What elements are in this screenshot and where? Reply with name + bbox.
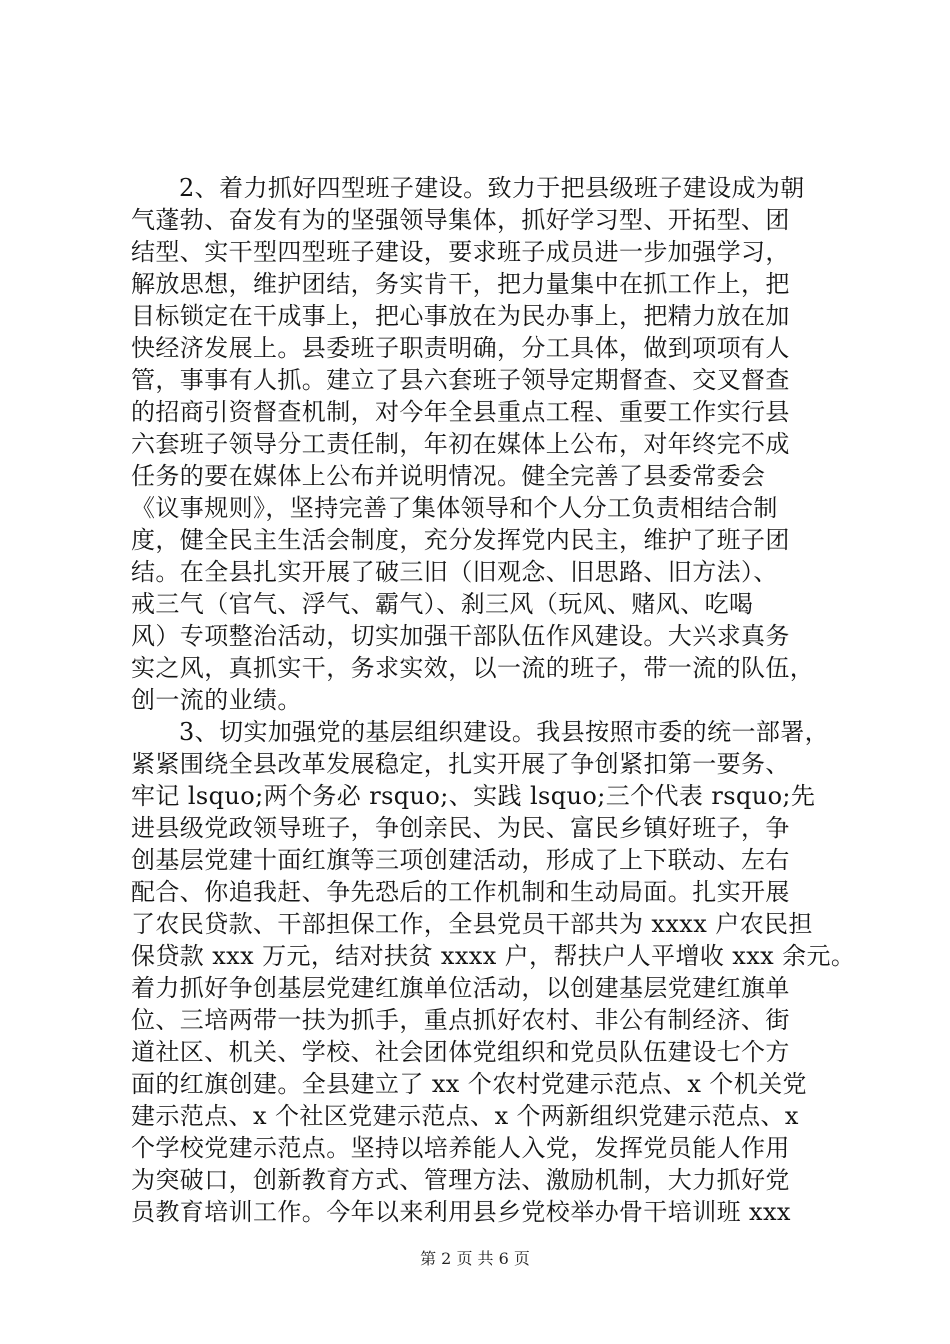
text-line: 配合、你追我赶、争先恐后的工作机制和生动局面。扎实开展: [131, 878, 790, 906]
text-line: 了农民贷款、干部担保工作，全县党员干部共为 xxxx 户农民担: [131, 910, 813, 938]
page-footer: [0, 1249, 950, 1269]
text-line: 的招商引资督查机制，对今年全县重点工程、重要工作实行县: [131, 398, 790, 426]
text-line: 员教育培训工作。今年以来利用县乡党校举办骨干培训班 xxx: [131, 1198, 791, 1226]
text-line: 创基层党建十面红旗等三项创建活动，形成了上下联动、左右: [131, 846, 790, 874]
text-line: 创一流的业绩。: [131, 686, 302, 714]
page-number-label: 第 2 页 共 6 页: [420, 1249, 530, 1268]
text-line: 解放思想，维护团结，务实肯干，把力量集中在抓工作上，把: [131, 270, 790, 298]
text-line: 任务的要在媒体上公布并说明情况。健全完善了县委常委会: [131, 462, 766, 490]
text-line: 建示范点、x 个社区党建示范点、x 个两新组织党建示范点、x: [131, 1102, 799, 1130]
text-line: 位、三培两带一扶为抓手，重点抓好农村、非公有制经济、街: [131, 1006, 790, 1034]
text-line: 为突破口，创新教育方式、管理方法、激励机制，大力抓好党: [131, 1166, 790, 1194]
text-line: 牢记 lsquo;两个务必 rsquo;、实践 lsquo;三个代表 rsquo;先: [131, 782, 816, 810]
paragraph: [131, 716, 856, 1228]
text-line: 快经济发展上。县委班子职责明确，分工具体，做到项项有人: [131, 334, 790, 362]
text-line: 道社区、机关、学校、社会团体党组织和党员队伍建设七个方: [131, 1038, 790, 1066]
text-line: 进县级党政领导班子，争创亲民、为民、富民乡镇好班子，争: [131, 814, 790, 842]
text-line: 2、着力抓好四型班子建设。致力于把县级班子建设成为朝: [179, 174, 805, 202]
text-line: 着力抓好争创基层党建红旗单位活动，以创建基层党建红旗单: [131, 974, 790, 1002]
text-line: 结型、实干型四型班子建设，要求班子成员进一步加强学习，: [131, 238, 790, 266]
text-line: 面的红旗创建。全县建立了 xx 个农村党建示范点、x 个机关党: [131, 1070, 807, 1098]
text-line: 紧紧围绕全县改革发展稳定，扎实开展了争创紧扣第一要务、: [131, 750, 790, 778]
text-line: 戒三气（官气、浮气、霸气）、刹三风（玩风、赌风、吃喝: [131, 590, 754, 618]
text-line: 目标锁定在干成事上，把心事放在为民办事上，把精力放在加: [131, 302, 790, 330]
text-line: 管，事事有人抓。建立了县六套班子领导定期督查、交叉督查: [131, 366, 790, 394]
text-line: 《议事规则》，坚持完善了集体领导和个人分工负责相结合制: [131, 494, 778, 522]
text-line: 3、切实加强党的基层组织建设。我县按照市委的统一部署，: [179, 718, 830, 746]
text-line: 六套班子领导分工责任制，年初在媒体上公布，对年终完不成: [131, 430, 790, 458]
text-line: 风）专项整治活动，切实加强干部队伍作风建设。大兴求真务: [131, 622, 790, 650]
paragraph: [131, 172, 831, 716]
text-line: 实之风，真抓实干，务求实效，以一流的班子，带一流的队伍，: [131, 654, 815, 682]
text-line: 气蓬勃、奋发有为的坚强领导集体，抓好学习型、开拓型、团: [131, 206, 790, 234]
text-line: 度，健全民主生活会制度，充分发挥党内民主，维护了班子团: [131, 526, 790, 554]
body-text: [131, 172, 856, 1228]
text-line: 保贷款 xxx 万元，结对扶贫 xxxx 户，帮扶户人平增收 xxx 余元。: [131, 942, 856, 970]
text-line: 结。在全县扎实开展了破三旧（旧观念、旧思路、旧方法）、: [131, 558, 778, 586]
text-line: 个学校党建示范点。坚持以培养能人入党，发挥党员能人作用: [131, 1134, 790, 1162]
